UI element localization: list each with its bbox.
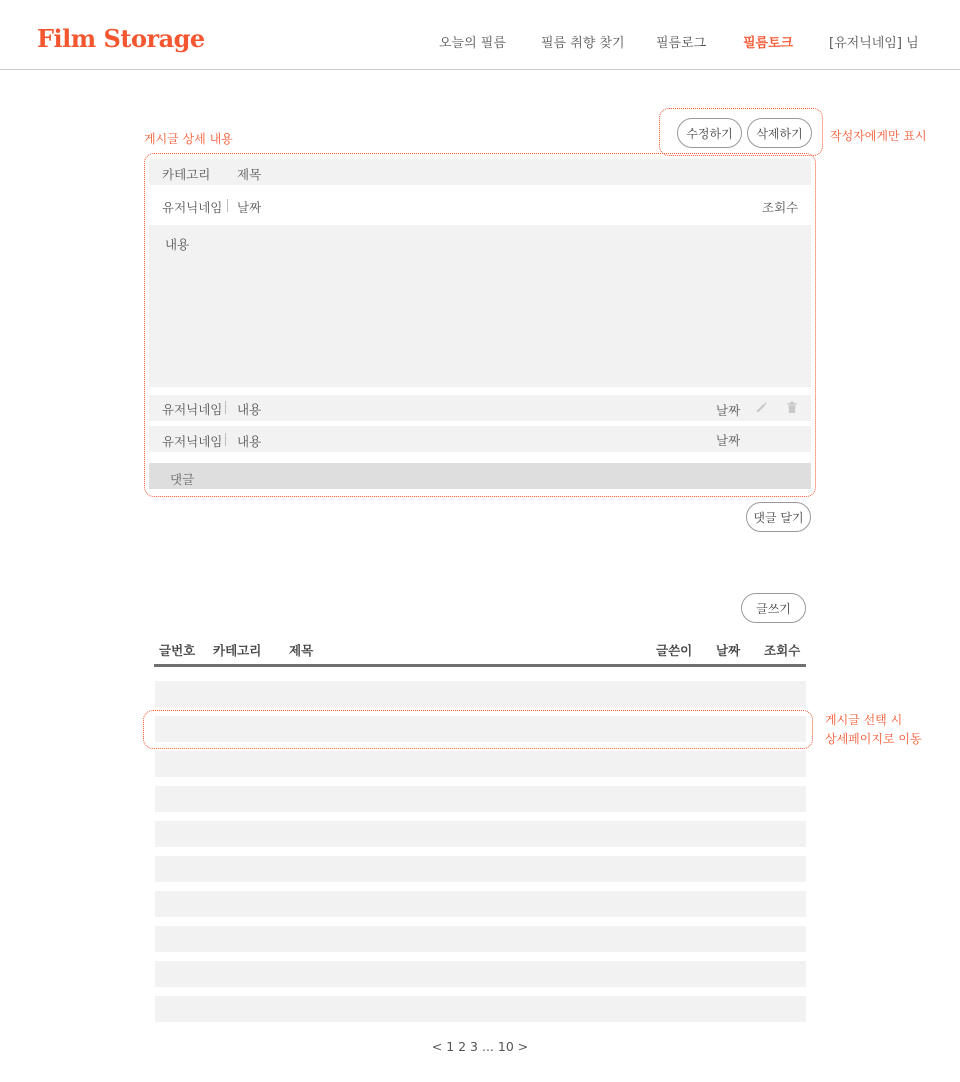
separator	[227, 199, 228, 212]
post-title: 제목	[237, 167, 262, 182]
delete-post-button[interactable]: 삭제하기	[747, 118, 812, 148]
header	[0, 0, 960, 70]
table-row[interactable]	[155, 821, 806, 847]
submit-comment-button[interactable]: 댓글 달기	[746, 502, 811, 532]
table-header-divider	[154, 664, 806, 667]
table-row[interactable]	[155, 891, 806, 917]
write-post-button[interactable]: 글쓰기	[741, 593, 806, 623]
table-row[interactable]	[155, 961, 806, 987]
table-row[interactable]	[155, 751, 806, 777]
table-row[interactable]	[155, 996, 806, 1022]
table-row[interactable]	[155, 716, 806, 742]
pagination	[0, 1039, 960, 1054]
column-header-writer: 글쓴이	[656, 643, 693, 658]
nav-item-today-film[interactable]: 오늘의 필름	[439, 36, 506, 51]
annotation-select-line2: 상세페이지로 이동	[825, 732, 922, 746]
annotation-select-line1: 게시글 선택 시	[825, 713, 903, 727]
table-row[interactable]	[155, 926, 806, 952]
column-header-views: 조회수	[764, 643, 801, 658]
comment-author: 유저닉네임	[162, 434, 223, 449]
table-row[interactable]	[155, 681, 806, 707]
comment-content: 내용	[237, 434, 262, 449]
table-row[interactable]	[155, 786, 806, 812]
prev-page-button[interactable]: <	[431, 1039, 443, 1054]
nav-item-film-talk[interactable]: 필름토크	[743, 36, 794, 51]
separator	[225, 401, 226, 414]
column-header-category: 카테고리	[213, 643, 262, 658]
nav-item-film-taste[interactable]: 필름 취향 찾기	[541, 36, 625, 51]
comment-date: 날짜	[716, 403, 741, 418]
annotation-detail: 게시글 상세 내용	[144, 132, 233, 146]
post-author: 유저닉네임	[162, 200, 223, 215]
post-content-box	[149, 225, 811, 387]
column-header-no: 글번호	[159, 643, 196, 658]
nav-item-film-log[interactable]: 필름로그	[656, 36, 707, 51]
logo[interactable]: Film Storage	[37, 24, 205, 53]
comment-content: 내용	[237, 402, 262, 417]
annotation-author-only: 작성자에게만 표시	[830, 129, 927, 143]
separator	[225, 433, 226, 446]
column-header-title: 제목	[289, 643, 314, 658]
post-views: 조회수	[762, 200, 799, 215]
post-content: 내용	[165, 237, 190, 252]
next-page-button[interactable]: >	[517, 1039, 529, 1054]
comment-input-placeholder: 댓글	[170, 472, 195, 487]
page-numbers[interactable]: 1 2 3 ... 10	[446, 1039, 514, 1054]
table-row[interactable]	[155, 856, 806, 882]
comment-input[interactable]	[149, 463, 811, 489]
comment-date: 날짜	[716, 433, 741, 448]
edit-post-button[interactable]: 수정하기	[677, 118, 742, 148]
trash-icon[interactable]	[786, 401, 798, 414]
post-date: 날짜	[237, 200, 262, 215]
comment-author: 유저닉네임	[162, 402, 223, 417]
column-header-date: 날짜	[716, 643, 741, 658]
post-category: 카테고리	[162, 167, 211, 182]
pencil-icon[interactable]	[755, 401, 768, 414]
nav-item-user-profile[interactable]: [유저닉네임] 님	[829, 36, 919, 51]
